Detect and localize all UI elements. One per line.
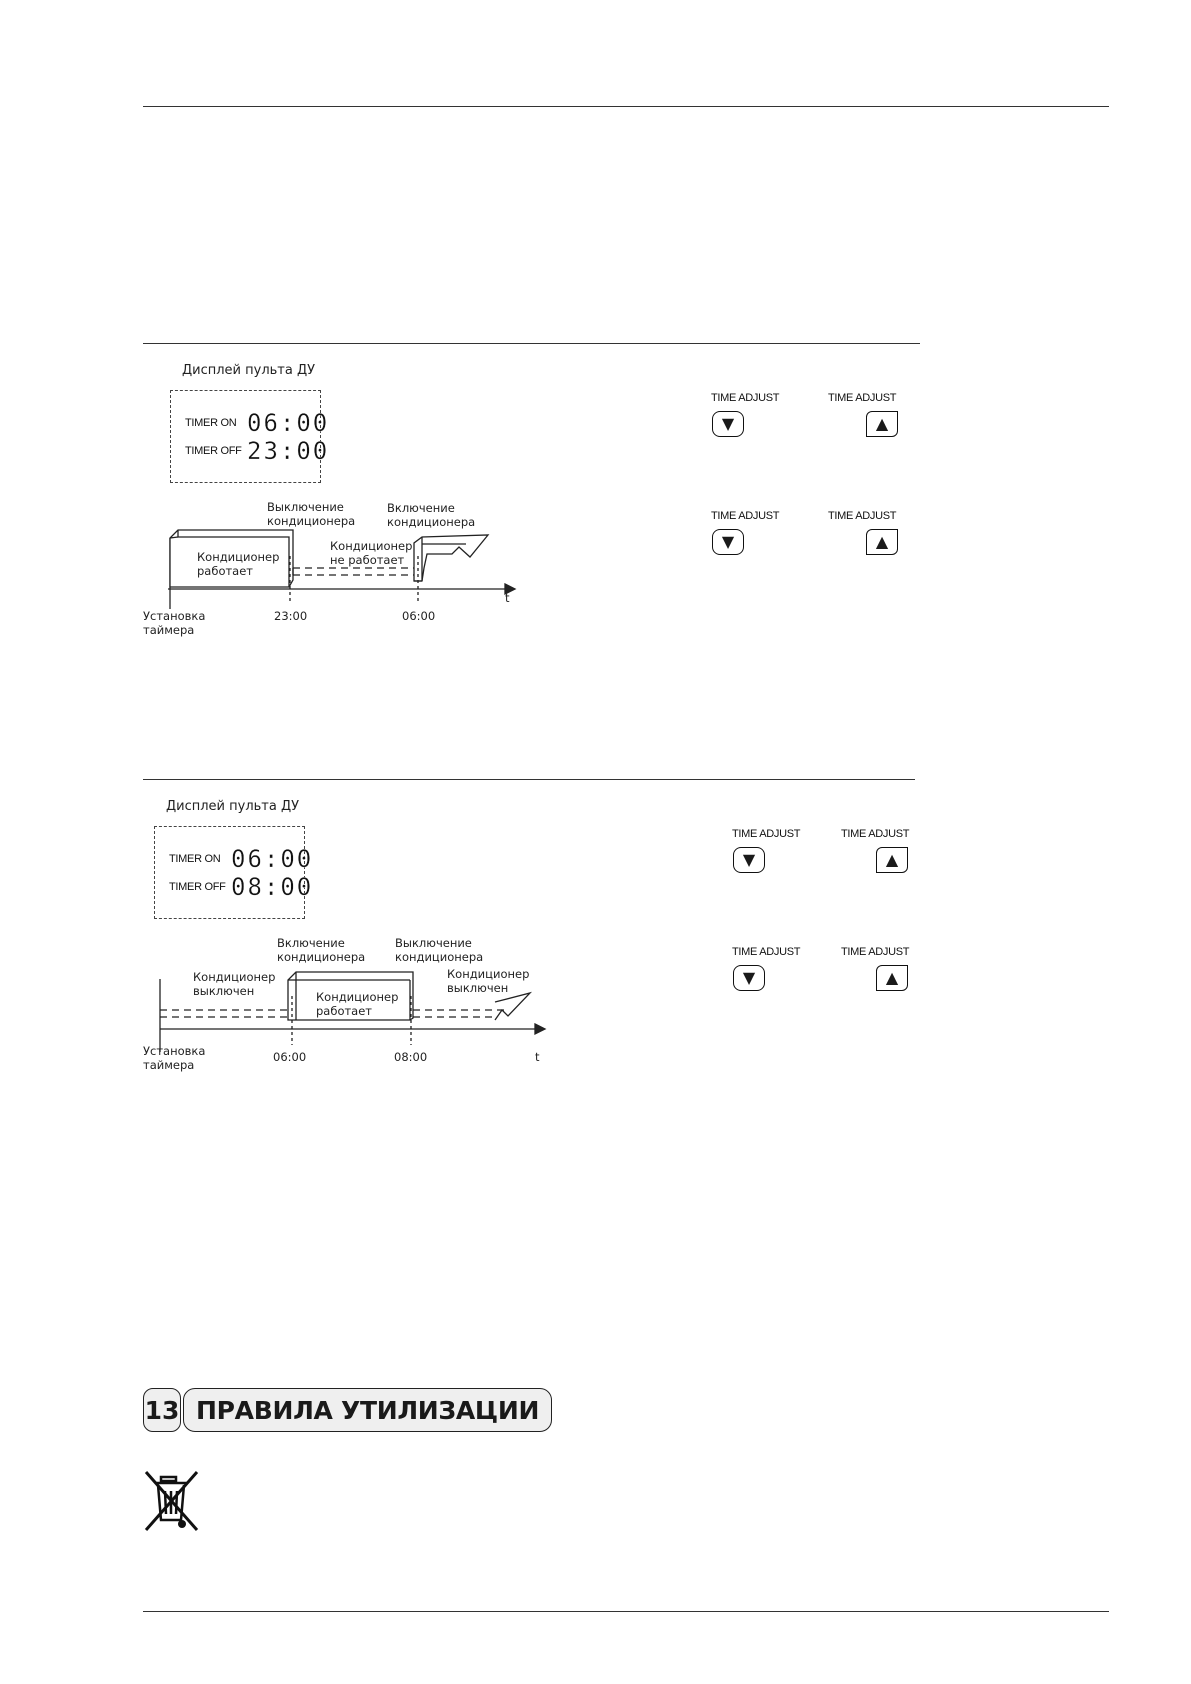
time-adjust-label: TIME ADJUST — [828, 392, 897, 404]
up-arrow-icon: ▲ — [885, 968, 899, 987]
time-adjust-label: TIME ADJUST — [732, 828, 801, 840]
time-adjust-label: TIME ADJUST — [828, 510, 897, 522]
time-label-1: 23:00 — [274, 609, 308, 623]
start-label: Установка таймера — [143, 1044, 206, 1072]
state-on-label: Кондиционер работает — [316, 990, 399, 1018]
display-caption: Дисплей пульта ДУ — [166, 799, 300, 814]
axis-label: t — [535, 1050, 540, 1064]
section-number: 13 — [143, 1388, 181, 1432]
state-on-label: Кондиционер работает — [197, 550, 280, 578]
time-label-2: 06:00 — [402, 609, 436, 623]
timer-off-label: TIMER OFF — [185, 445, 242, 457]
time-label-2: 08:00 — [394, 1050, 428, 1064]
start-label: Установка таймера — [143, 609, 206, 637]
event-off-label: Выключение кондиционера — [395, 936, 484, 964]
timer-off-value: 23:00 — [247, 437, 330, 465]
time-adjust-label: TIME ADJUST — [711, 510, 780, 522]
state-off-label: Кондиционер выключен — [193, 970, 276, 998]
time-adjust-label: TIME ADJUST — [711, 392, 780, 404]
axis-label: t — [505, 591, 510, 605]
event-on-label: Включение кондиционера — [277, 936, 366, 964]
down-arrow-icon: ▼ — [742, 968, 756, 987]
event-off-label: Выключение кондиционера — [267, 500, 356, 528]
timer-on-label: TIMER ON — [169, 853, 221, 865]
time-adjust-label: TIME ADJUST — [732, 946, 801, 958]
time-adjust-label: TIME ADJUST — [841, 828, 910, 840]
up-arrow-icon: ▲ — [885, 850, 899, 869]
display-caption: Дисплей пульта ДУ — [182, 363, 316, 378]
up-arrow-icon: ▲ — [875, 532, 889, 551]
down-arrow-icon: ▼ — [721, 532, 735, 551]
event-on-label: Включение кондиционера — [387, 501, 476, 529]
timer-on-label: TIMER ON — [185, 417, 237, 429]
section-title: ПРАВИЛА УТИЛИЗАЦИИ — [183, 1388, 552, 1432]
state-off-label: Кондиционер выключен — [447, 967, 530, 995]
section-heading — [143, 1388, 552, 1432]
timer-on-value: 06:00 — [247, 409, 330, 437]
ac-off-arrow — [495, 993, 530, 1020]
timer-on-value: 06:00 — [231, 845, 314, 873]
crossed-out-wheelie-bin-icon — [143, 1468, 201, 1534]
state-off-label: Кондиционер не работает — [330, 539, 413, 567]
timer-off-value: 08:00 — [231, 873, 314, 901]
time-label-1: 06:00 — [273, 1050, 307, 1064]
down-arrow-icon: ▼ — [721, 414, 735, 433]
timer-off-label: TIMER OFF — [169, 881, 226, 893]
down-arrow-icon: ▼ — [742, 850, 756, 869]
up-arrow-icon: ▲ — [875, 414, 889, 433]
time-adjust-label: TIME ADJUST — [841, 946, 910, 958]
axis-arrow-icon — [535, 1024, 545, 1034]
